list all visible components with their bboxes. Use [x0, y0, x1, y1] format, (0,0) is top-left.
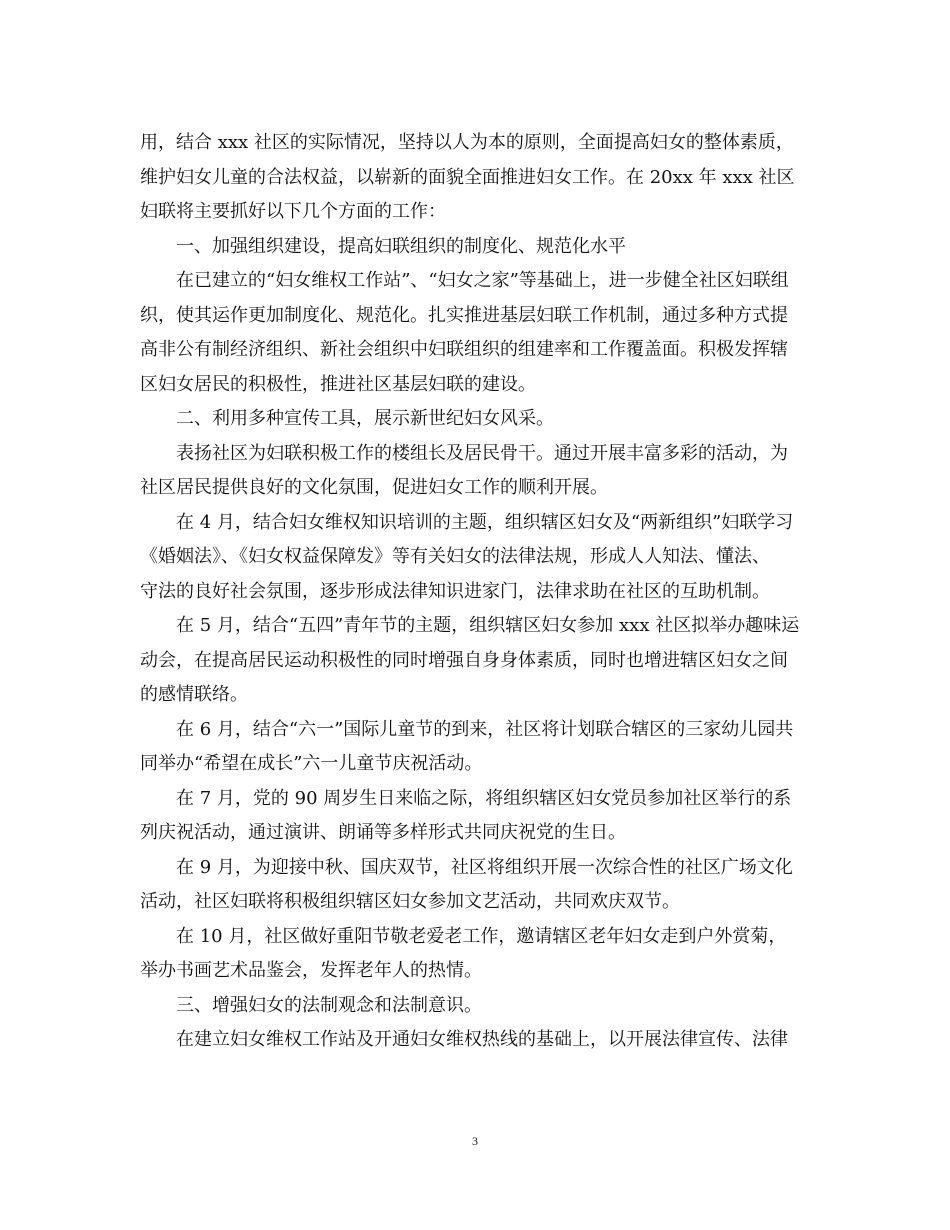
section-heading: 一、加强组织建设，提高妇联组织的制度化、规范化水平 — [140, 235, 626, 257]
text-line: 在 10 月，社区做好重阳节敬老爱老工作，邀请辖区老年妇女走到户外赏菊， — [140, 925, 787, 947]
text-line: 维护妇女儿童的合法权益，以崭新的面貌全面推进妇女工作。在 20xx 年 xxx 社区 — [140, 166, 795, 188]
text-line: 《婚姻法》、《妇女权益保障发》等有关妇女的法律法规，形成人人知法、懂法、 — [140, 546, 770, 567]
text-line: 在已建立的“妇女维权工作站”、“妇女之家”等基础上，进一步健全社区妇联组 — [140, 270, 789, 291]
text-line: 举办书画艺术品鉴会，发挥老年人的热情。 — [140, 960, 482, 981]
text-line: 列庆祝活动，通过演讲、朗诵等多样形式共同庆祝党的生日。 — [140, 822, 626, 843]
text-line: 动会，在提高居民运动积极性的同时增强自身身体素质，同时也增进辖区妇女之间 — [140, 649, 788, 671]
text-line: 守法的良好社会氛围，逐步形成法律知识进家门，法律求助在社区的互助机制。 — [140, 580, 770, 602]
text-line: 妇联将主要抓好以下几个方面的工作： — [140, 201, 446, 222]
text-line: 在 4 月，结合妇女维权知识培训的主题，组织辖区妇女及“两新组织”妇联学习 — [140, 511, 794, 533]
text-line: 在 9 月，为迎接中秋、国庆双节，社区将组织开展一次综合性的社区广场文化 — [140, 856, 793, 878]
text-line: 在 7 月，党的 90 周岁生日来临之际，将组织辖区妇女党员参加社区举行的系 — [140, 787, 792, 809]
text-line: 在 5 月，结合“五四”青年节的主题，组织辖区妇女参加 xxx 社区拟举办趣味运 — [140, 615, 800, 636]
text-line: 的感情联络。 — [140, 684, 248, 705]
section-heading: 二、利用多种宣传工具，展示新世纪妇女风采。 — [140, 408, 554, 429]
section-heading: 三、增强妇女的法制观念和法制意识。 — [140, 994, 482, 1016]
text-line: 社区居民提供良好的文化氛围，促进妇女工作的顺利开展。 — [140, 477, 608, 498]
text-line: 用，结合 xxx 社区的实际情况，坚持以人为本的原则，全面提高妇女的整体素质， — [140, 132, 794, 153]
text-line: 高非公有制经济组织、新社会组织中妇联组织的组建率和工作覆盖面。积极发挥辖 — [140, 339, 788, 360]
text-line: 表扬社区为妇联积极工作的楼组长及居民骨干。通过开展丰富多彩的活动，为 — [140, 442, 788, 464]
text-line: 在 6 月，结合“六一”国际儿童节的到来，社区将计划联合辖区的三家幼儿园共 — [140, 718, 794, 740]
text-line: 在建立妇女维权工作站及开通妇女维权热线的基础上，以开展法律宣传、法律 — [140, 1029, 788, 1050]
text-line: 织，使其运作更加制度化、规范化。扎实推进基层妇联工作机制，通过多种方式提 — [140, 304, 788, 326]
page-number: 3 — [472, 1134, 478, 1148]
text-line: 活动，社区妇联将积极组织辖区妇女参加文艺活动，共同欢庆双节。 — [140, 891, 680, 912]
text-line: 区妇女居民的积极性，推进社区基层妇联的建设。 — [140, 373, 536, 395]
text-line: 同举办“希望在成长”六一儿童节庆祝活动。 — [140, 753, 483, 774]
document-body — [140, 126, 810, 1058]
